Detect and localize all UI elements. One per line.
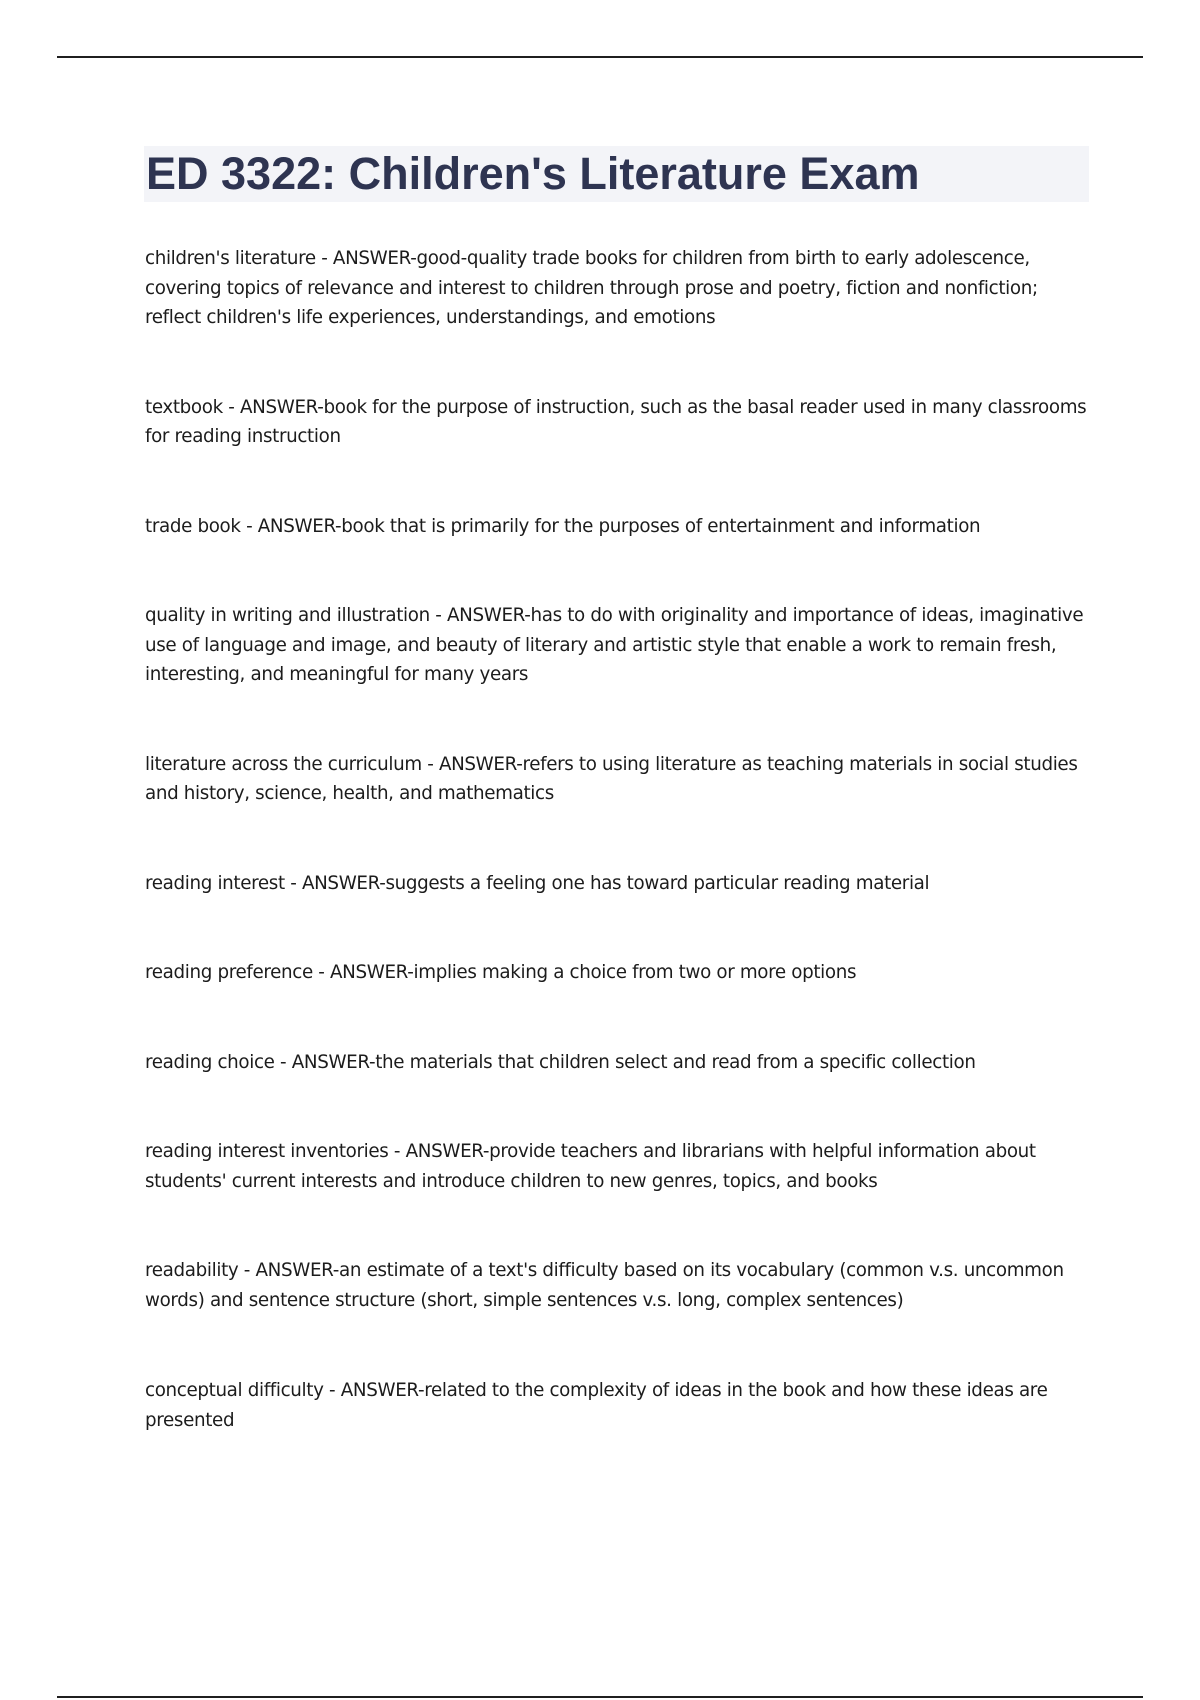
page-title: ED 3322: Children's Literature Exam [146,148,920,199]
entry-list [145,244,1095,1435]
entry-reading-choice: reading choice - ANSWER-the materials that children select and read from a specific collection [145,1051,976,1073]
entry-quality-writing-illustration: quality in writing and illustration - ANSWER-has to do with originality and importance of ideas, imaginative use of language and image, and beauty of literary and artistic style that enable a work to remain fresh, interesting, and meaningful for many years [145,605,1084,685]
entry-reading-interest: reading interest - ANSWER-suggests a feeling one has toward particular reading material [145,872,930,894]
entry-conceptual-difficulty: conceptual difficulty - ANSWER-related to the complexity of ideas in the book and how these ideas are presented [145,1380,1048,1431]
entry-readability: readability - ANSWER-an estimate of a text's difficulty based on its vocabulary (common v.s. uncommon words) and sentence structure (short, simple sentences v.s. long, complex sentences) [145,1260,1064,1311]
entry-reading-interest-inventories: reading interest inventories - ANSWER-provide teachers and librarians with helpful information about students' current interests and introduce children to new genres, topics, and books [145,1141,1036,1192]
entry-childrens-literature: children's literature - ANSWER-good-quality trade books for children from birth to early adolescence, covering topics of relevance and interest to children through prose and poetry, fiction and nonfiction; reflect children's life experiences, understandings, and emotions [145,248,1038,328]
entry-literature-across-curriculum: literature across the curriculum - ANSWER-refers to using literature as teaching materials in social studies and history, science, health, and mathematics [145,753,1078,804]
bottom-divider [57,1696,1143,1698]
top-divider [57,56,1143,58]
entry-reading-preference: reading preference - ANSWER-implies making a choice from two or more options [145,962,857,983]
entry-textbook: textbook - ANSWER-book for the purpose of instruction, such as the basal reader used in many classrooms for reading instruction [145,396,1087,447]
entry-trade-book: trade book - ANSWER-book that is primarily for the purposes of entertainment and information [145,515,981,537]
